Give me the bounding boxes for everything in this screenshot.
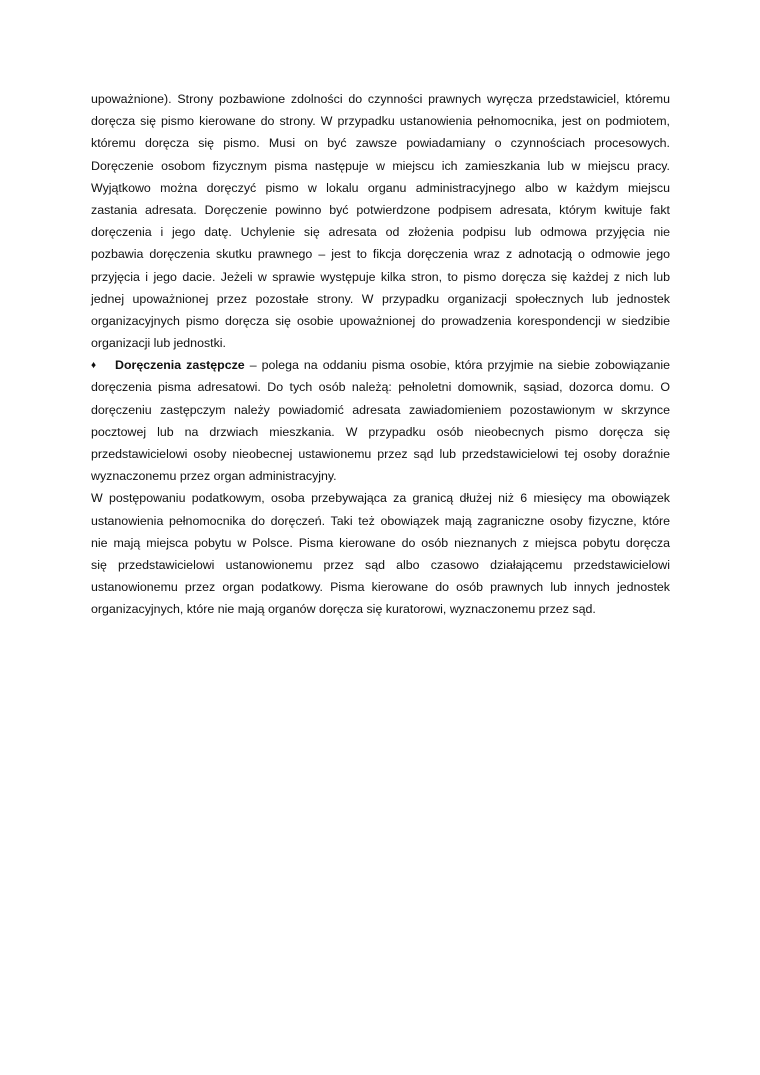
- text-line: doręczenia pisma adresatowi. Do tych osób należą: pełnoletni domownik, sąsiad, dozorca domu. O: [91, 380, 670, 395]
- text-line: W postępowaniu podatkowym, osoba przebywająca za granicą dłużej niż 6 miesięcy ma obowiązek: [91, 491, 670, 506]
- text-line: upoważnione). Strony pozbawione zdolności do czynności prawnych wyręcza przedstawiciel, któremu: [91, 92, 670, 106]
- text-line: któremu doręcza się pismo. Musi on być zawsze powiadamiany o czynnościach procesowych.: [91, 136, 670, 151]
- text-line: doręczeniu zastępczym należy powiadomić adresata zawiadomieniem pozostawionym w skrzynce: [91, 402, 670, 417]
- text-line: wyznaczonemu przez organ administracyjny.: [91, 469, 337, 484]
- text-line: Wyjątkowo można doręczyć pismo w lokalu organu administracyjnego albo w każdym miejscu: [91, 180, 670, 195]
- text-line: ustanowienia pełnomocnika do doręczeń. Taki też obowiązek mają zagraniczne osoby fizyczne, które: [91, 513, 670, 528]
- diamond-bullet-icon: ♦: [91, 360, 97, 372]
- bullet-first-line: [91, 354, 670, 376]
- paragraph-tax-proceedings: [91, 487, 670, 620]
- text-line: przedstawicielowi osoby nieobecnej ustawionemu przez sąd lub przedstawicielowi tej osoby doraźnie: [91, 447, 670, 461]
- document-body: [91, 88, 670, 621]
- text-line: doręczenia i jego datę. Uchylenie się adresata od złożenia podpisu lub odmowa przyjęcia nie: [91, 225, 670, 240]
- bullet-first-text: – polega na oddaniu pisma osobie, która przyjmie na siebie zobowiązanie: [244, 358, 670, 373]
- text-line: doręcza się pismo kierowane do strony. W przypadku ustanowienia pełnomocnika, jest on podmiotem,: [91, 114, 670, 129]
- text-line: organizacyjnych pismo doręcza się osobie upoważnionej do prowadzenia korespondencji w siedzibie: [91, 313, 670, 328]
- paragraph-delivery-rules: [91, 88, 670, 354]
- text-line: pocztowej lub na drzwiach mieszkania. W przypadku osób nieobecnych pismo doręcza się: [91, 424, 670, 439]
- text-line: pozbawia doręczenia skutku prawnego – jest to fikcja doręczenia wraz z adnotacją o odmowie jego: [91, 247, 670, 262]
- text-line: organizacyjnych, które nie mają organów doręcza się kuratorowi, wyznaczonemu przez sąd.: [91, 602, 596, 617]
- text-line: jednej upoważnionej przez pozostałe strony. W przypadku organizacji społecznych lub jednostek: [91, 291, 670, 306]
- bullet-substitute-delivery: [91, 354, 670, 487]
- text-line: ustanowionemu przez organ podatkowy. Pisma kierowane do osób prawnych lub innych jednostek: [91, 580, 670, 595]
- text-line: zastania adresata. Doręczenie powinno być potwierdzone podpisem adresata, którym kwituje fakt: [91, 202, 670, 217]
- text-line: organizacji lub jednostki.: [91, 336, 226, 351]
- text-line: nie mają miejsca pobytu w Polsce. Pisma kierowane do osób nieznanych z miejsca pobytu doręcza: [91, 535, 670, 550]
- text-line: przyjęcia i jego dacie. Jeżeli w sprawie występuje kilka stron, to pismo doręcza się każdej z nich lub: [91, 269, 670, 284]
- text-line: się przedstawicielowi ustanowionemu przez sąd albo czasowo działającemu przedstawicielowi: [91, 557, 670, 572]
- text-line: Doręczenie osobom fizycznym pisma następuje w miejscu ich zamieszkania lub w miejscu pracy.: [91, 158, 670, 173]
- bullet-term: Doręczenia zastępcze: [115, 358, 245, 373]
